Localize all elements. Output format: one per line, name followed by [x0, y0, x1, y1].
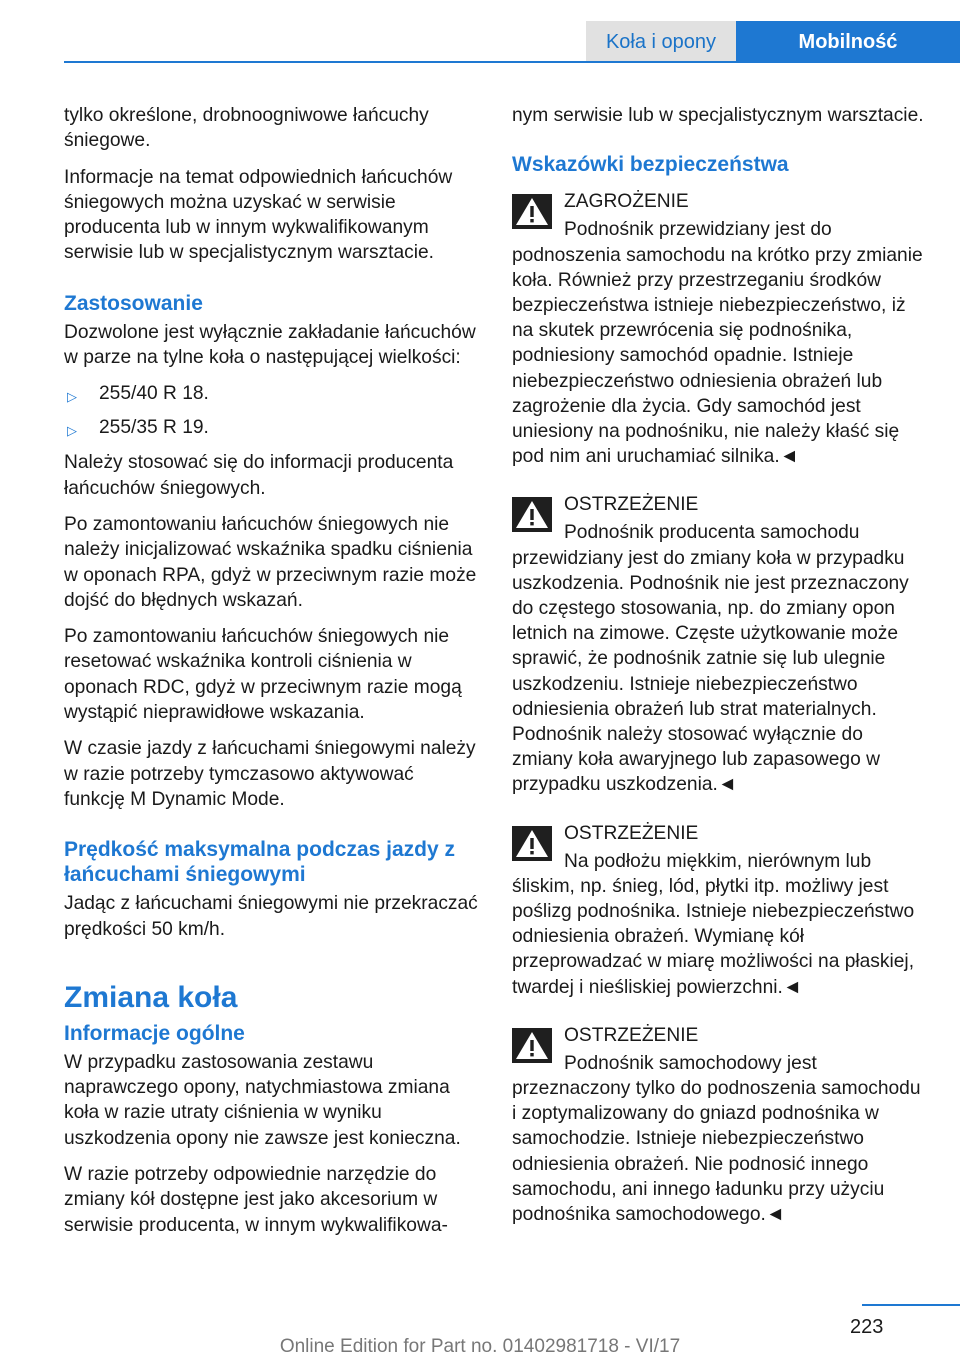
warning-label: OSTRZEŻENIE [564, 1024, 699, 1046]
warning-block [512, 189, 927, 469]
heading-wskazowki: Wskazówki bezpieczeństwa [512, 153, 789, 177]
warning-block [512, 821, 927, 1000]
paragraph: W czasie jazdy z łańcuchami śniegowymi należy w razie potrzeby tymczasowo aktywować funkcję M Dynamic Mode. [64, 738, 476, 810]
paragraph: Informacje na temat odpowiednich łańcuchów śniegowych można uzyskać w serwisie producenta lub w innym wykwalifikowanym serwisie lub w specjalistycznym warsztacie. [64, 166, 453, 264]
warning-label: OSTRZEŻENIE [564, 494, 699, 516]
warning-block [512, 1023, 927, 1227]
warning-block [512, 492, 927, 797]
header-rule [64, 61, 960, 63]
paragraph: Dozwolone jest wyłącznie zakładanie łańcuchów w parze na tylne koła o następującej wielkości: [64, 321, 476, 369]
bullet-icon: ▷ [67, 423, 77, 439]
warning-icon [512, 1028, 552, 1063]
warning-text: Podnośnik przewidziany jest do podnoszenia samochodu na krótko przy zmianie koła. Również przy przestrzeganiu środków bezpieczeństwa istnieje niebezpieczeństwo, iż na skutek przewrócenia się podnośnika, podniesiony samochód opadnie. Istnieje niebezpieczeństwo odniesienia obrażeń lub zagrożenie dla życia. Gdy samochód jest uniesiony na podnośniku, nie należy kłaść się pod nim ani uruchamiać silnika.◄ [512, 219, 923, 468]
left-column [64, 103, 479, 1249]
warning-text: Podnośnik producenta samochodu przewidziany jest do zmiany koła w przypadku uszkodzenia. Podnośnik nie jest przeznaczony do częstego stosowania, np. do zmiany opon letnich na zimowe. Częste użytkowanie może sprawić, że podnośnik zatnie się lub ulegnie uszkodzeniu. Istnieje niebezpieczeństwo odniesienia obrażeń lub strat materialnych. Podnośnik należy stosować wyłącznie do zmiany koła awaryjnego lub zapasowego w przypadku uszkodzenia.◄ [512, 522, 909, 796]
paragraph: Należy stosować się do informacji producenta łańcuchów śniegowych. [64, 452, 454, 499]
size-list [64, 381, 479, 440]
paragraph: nym serwisie lub w specjalistycznym warsztacie. [512, 105, 924, 126]
heading-predkosc: Prędkość maksymalna podczas jazdy z łańcuchami śniegowymi [64, 838, 456, 887]
page-number-rule [862, 1304, 960, 1306]
warning-text: Podnośnik samochodowy jest przeznaczony tylko do podnoszenia samochodu i zoptymalizowany do gniazd podnośnika w samochodzie. Istnieje niebezpieczeństwo odniesienia obrażeń. Nie podnosić innego samochodu, ani innego ładunku przy użyciu podnośnika samochodowego.◄ [512, 1052, 921, 1225]
chapter-tab[interactable]: Mobilność [736, 21, 960, 62]
paragraph: Jadąc z łańcuchami śniegowymi nie przekraczać prędkości 50 km/h. [64, 893, 478, 940]
section-tab[interactable]: Koła i opony [586, 21, 736, 62]
page-number: 223 [850, 1316, 884, 1338]
list-item: ▷ 255/40 R 18. [64, 381, 479, 406]
warning-label: OSTRZEŻENIE [564, 822, 699, 844]
bullet-icon: ▷ [67, 389, 77, 405]
warning-icon [512, 826, 552, 861]
heading-zmiana-kola: Zmiana koła [64, 980, 238, 1014]
warning-label: ZAGROŻENIE [564, 191, 689, 213]
paragraph: Po zamontowaniu łańcuchów śniegowych nie resetować wskaźnika kontroli ciśnienia w oponach RDC, gdyż w przeciwnym razie mogą wystąpić nieprawidłowe wskazania. [64, 626, 462, 724]
warning-icon [512, 497, 552, 532]
edition-footer: Online Edition for Part no. 01402981718 - VI/17 [279, 1336, 681, 1357]
paragraph: tylko określone, drobnoogniwowe łańcuchy śniegowe. [64, 105, 429, 152]
right-column [512, 103, 927, 1250]
warning-text: Na podłożu miękkim, nierównym lub śliskim, np. śnieg, lód, płytki itp. możliwy jest poślizg podnośnika. Istnieje niebezpieczeństwo odniesienia obrażeń. Wymianę kół przeprowadzać w miarę możliwości na płaskiej, twardej i nieśliskiej powierzchni.◄ [512, 850, 915, 998]
warning-icon [512, 194, 552, 229]
paragraph: W razie potrzeby odpowiednie narzędzie do zmiany kół dostępne jest jako akcesorium w serwisie producenta, w innym wykwalifikowa- [64, 1164, 448, 1236]
paragraph: Po zamontowaniu łańcuchów śniegowych nie należy inicjalizować wskaźnika spadku ciśnienia w oponach RPA, gdyż w przeciwnym razie może dojść do błędnych wskazań. [64, 513, 477, 611]
heading-informacje: Informacje ogólne [64, 1021, 245, 1045]
heading-zastosowanie: Zastosowanie [64, 291, 203, 315]
paragraph: W przypadku zastosowania zestawu naprawczego opony, natychmiastowa zmiana koła w razie utraty ciśnienia w wyniku uszkodzenia opony nie zawsze jest konieczna. [64, 1051, 461, 1149]
list-item: ▷ 255/35 R 19. [64, 415, 479, 440]
